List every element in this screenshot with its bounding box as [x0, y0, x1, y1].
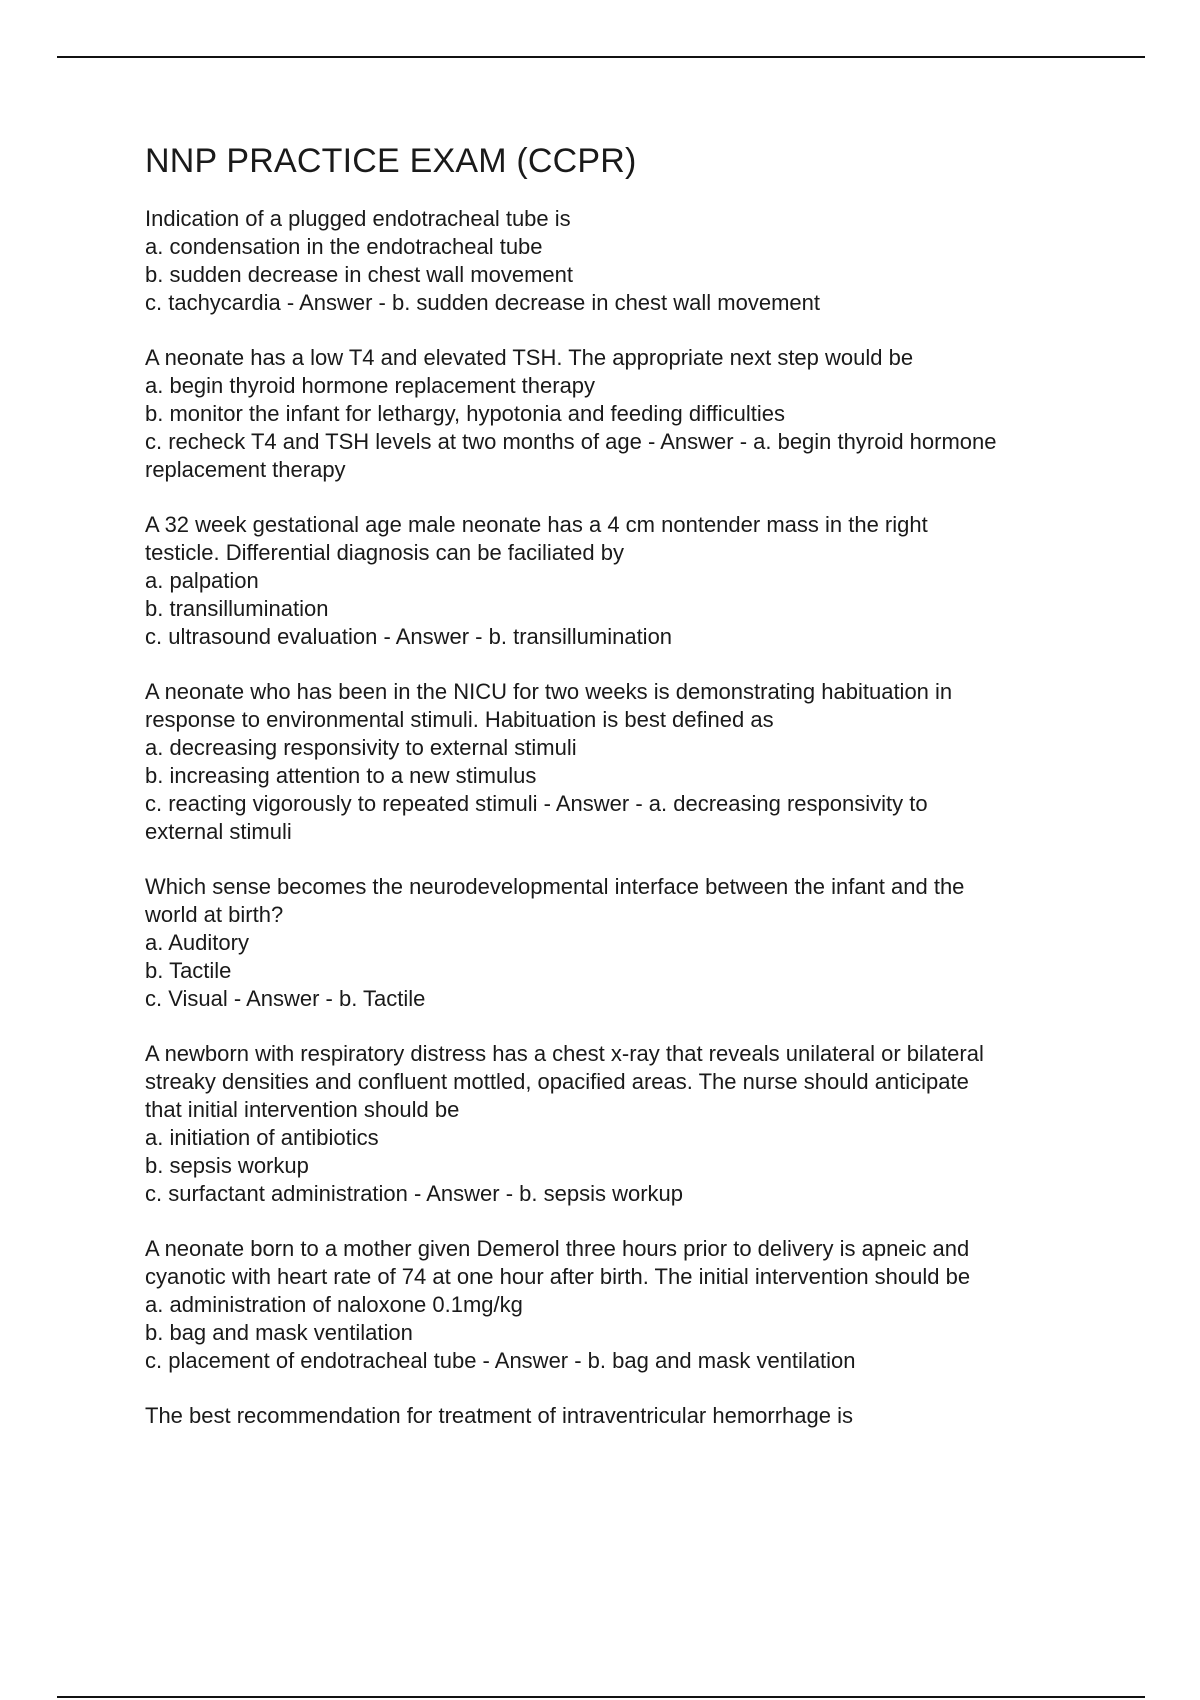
question-line: A neonate has a low T4 and elevated TSH. The appropriate next step would be: [145, 345, 914, 370]
question-line: A neonate who has been in the NICU for two weeks is demonstrating habituation in: [145, 679, 953, 704]
question-line: streaky densities and confluent mottled, opacified areas. The nurse should anticipate: [145, 1069, 969, 1094]
question-line: A neonate born to a mother given Demerol three hours prior to delivery is apneic and: [145, 1236, 970, 1261]
question-line: Indication of a plugged endotracheal tube is: [145, 206, 571, 231]
option-line: b. monitor the infant for lethargy, hypotonia and feeding difficulties: [145, 401, 786, 426]
option-line: a. decreasing responsivity to external stimuli: [145, 735, 577, 760]
option-line: b. transillumination: [145, 596, 329, 621]
question-line: The best recommendation for treatment of intraventricular hemorrhage is: [145, 1403, 853, 1428]
option-line: a. condensation in the endotracheal tube: [145, 234, 543, 259]
question-block: [145, 511, 1105, 651]
question-block: [145, 1040, 1105, 1208]
bottom-divider: [57, 1696, 1145, 1698]
option-answer-line: c. tachycardia - Answer - b. sudden decrease in chest wall movement: [145, 290, 820, 315]
option-answer-line: c. ultrasound evaluation - Answer - b. transillumination: [145, 624, 673, 649]
question-line: response to environmental stimuli. Habituation is best defined as: [145, 707, 774, 732]
question-block: [145, 873, 1105, 1013]
option-answer-line: external stimuli: [145, 819, 292, 844]
option-line: a. initiation of antibiotics: [145, 1125, 379, 1150]
question-line: Which sense becomes the neurodevelopmental interface between the infant and the: [145, 874, 965, 899]
option-line: b. increasing attention to a new stimulus: [145, 763, 537, 788]
question-line: testicle. Differential diagnosis can be faciliated by: [145, 540, 624, 565]
question-line: cyanotic with heart rate of 74 at one hour after birth. The initial intervention should be: [145, 1264, 971, 1289]
option-answer-line: c. recheck T4 and TSH levels at two months of age - Answer - a. begin thyroid hormone: [145, 429, 997, 454]
option-answer-line: replacement therapy: [145, 457, 346, 482]
option-answer-line: c. placement of endotracheal tube - Answer - b. bag and mask ventilation: [145, 1348, 856, 1373]
option-line: a. palpation: [145, 568, 259, 593]
option-line: b. sepsis workup: [145, 1153, 309, 1178]
option-line: b. sudden decrease in chest wall movement: [145, 262, 574, 287]
option-line: a. begin thyroid hormone replacement therapy: [145, 373, 596, 398]
question-block: [145, 344, 1105, 484]
question-block: [145, 678, 1105, 846]
page-title: NNP PRACTICE EXAM (CCPR): [145, 142, 637, 180]
option-line: a. administration of naloxone 0.1mg/kg: [145, 1292, 523, 1317]
option-line: a. Auditory: [145, 930, 249, 955]
question-block: [145, 205, 1105, 317]
top-divider: [57, 56, 1145, 58]
question-line: A newborn with respiratory distress has a chest x-ray that reveals unilateral or bilateral: [145, 1041, 984, 1066]
question-line: that initial intervention should be: [145, 1097, 460, 1122]
question-block: [145, 1235, 1105, 1375]
question-line: world at birth?: [145, 902, 284, 927]
document-body: [145, 142, 1105, 1457]
question-line: A 32 week gestational age male neonate has a 4 cm nontender mass in the right: [145, 512, 928, 537]
question-block: [145, 1402, 1105, 1430]
option-answer-line: c. reacting vigorously to repeated stimuli - Answer - a. decreasing responsivity to: [145, 791, 928, 816]
option-answer-line: c. surfactant administration - Answer - b. sepsis workup: [145, 1181, 683, 1206]
option-line: b. bag and mask ventilation: [145, 1320, 413, 1345]
option-line: b. Tactile: [145, 958, 232, 983]
option-answer-line: c. Visual - Answer - b. Tactile: [145, 986, 426, 1011]
